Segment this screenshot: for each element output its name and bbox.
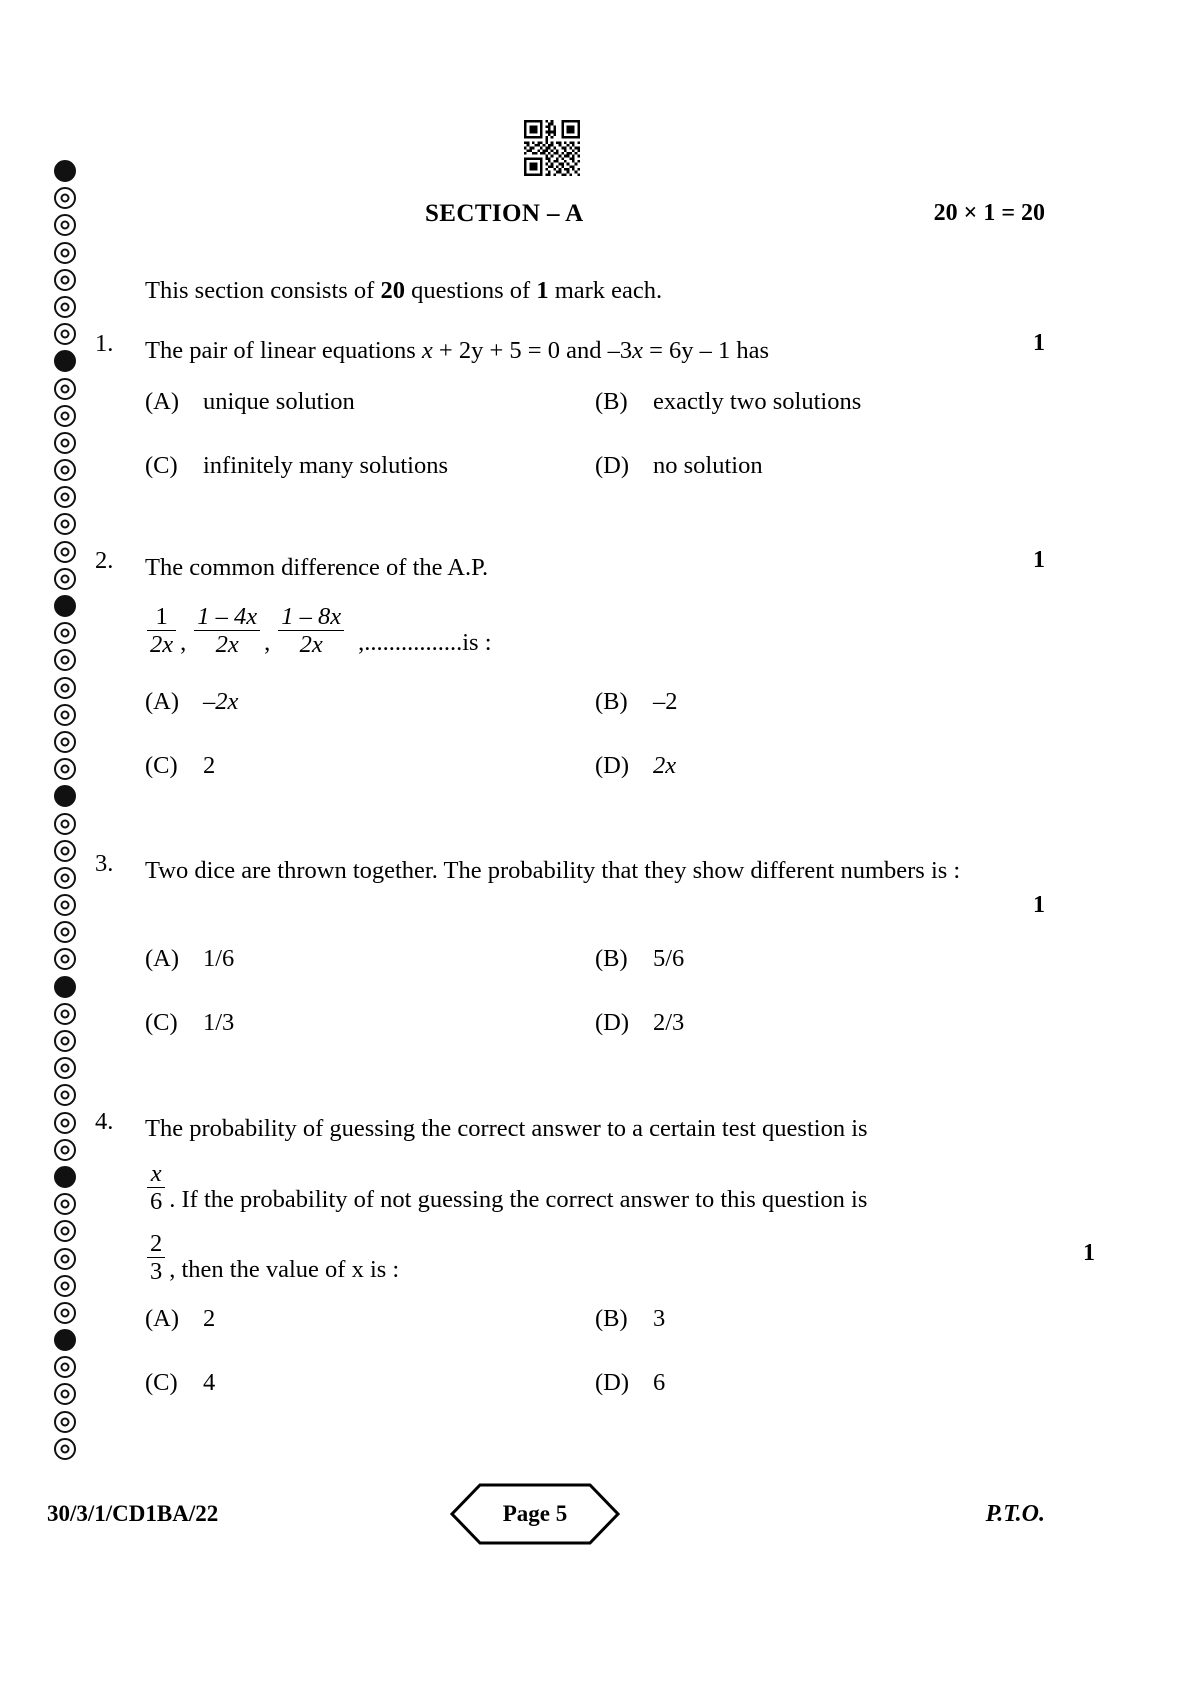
option-d[interactable]: [595, 1009, 684, 1037]
binding-ring: [54, 405, 76, 427]
binding-ring: [54, 867, 76, 889]
binding-ring: [54, 486, 76, 508]
binding-ring: [54, 1275, 76, 1297]
instruction-suffix: mark each.: [548, 277, 663, 304]
binding-ring: [54, 1438, 76, 1460]
binding-ring: [54, 459, 76, 481]
fraction-3: [278, 603, 344, 659]
option-c-label: (C): [145, 1369, 178, 1396]
binding-ring: [54, 568, 76, 590]
binding-ring: [54, 160, 76, 182]
binding-ring: [54, 378, 76, 400]
binding-ring: [54, 1193, 76, 1215]
question-4-text-part-2: . If the probability of not guessing the correct answer to this question is: [169, 1185, 868, 1213]
exam-page: [47, 0, 1095, 1683]
binding-ring: [54, 1383, 76, 1405]
q1-var-x2: x: [632, 337, 643, 364]
option-c-text: 2: [203, 752, 216, 779]
binding-ring: [54, 921, 76, 943]
option-a[interactable]: [145, 945, 595, 973]
option-a-text: unique solution: [203, 388, 355, 415]
binding-ring: [54, 948, 76, 970]
binding-ring: [54, 187, 76, 209]
fraction-x-over-6: [147, 1160, 165, 1216]
option-c-label: (C): [145, 752, 178, 779]
binding-ring: [54, 840, 76, 862]
section-instruction: [145, 277, 662, 305]
option-a-label: (A): [145, 1305, 180, 1332]
option-b-label: (B): [595, 1305, 628, 1332]
option-d-label: (D): [595, 452, 630, 479]
binding-ring: [54, 649, 76, 671]
option-row: [145, 1305, 1025, 1333]
binding-ring: [54, 269, 76, 291]
option-b-text: –2: [653, 688, 678, 715]
section-marks: 20 × 1 = 20: [933, 200, 1045, 226]
page-number-label: Page 5: [502, 1501, 568, 1526]
option-a-label: (A): [145, 688, 180, 715]
question-3-options: [145, 945, 1025, 1055]
option-a-text: –2x: [203, 688, 239, 715]
question-text: [145, 330, 975, 372]
section-header: [95, 200, 1045, 236]
question-4-text-part-3: , then the value of x is :: [169, 1255, 400, 1283]
sequence-tail: ,................is :: [358, 628, 492, 656]
option-a-label: (A): [145, 388, 180, 415]
question-mark: 1: [1033, 547, 1045, 573]
question-text: The common difference of the A.P.: [145, 554, 489, 581]
option-b-text: 3: [653, 1305, 666, 1332]
question-2-sequence: [145, 605, 498, 661]
fraction-1-denominator: 2x: [150, 631, 174, 659]
question-text-line-1: The probability of guessing the correct answer to a certain test question is: [145, 1115, 868, 1142]
option-b-label: (B): [595, 388, 628, 415]
fraction-numerator: x: [147, 1160, 165, 1188]
binding-ring: [54, 1220, 76, 1242]
option-c-text: infinitely many solutions: [203, 452, 448, 479]
binding-ring: [54, 813, 76, 835]
fraction-1: [147, 603, 176, 659]
question-number: 1.: [95, 330, 114, 357]
question-number: 2.: [95, 547, 114, 574]
spiral-binding: [48, 160, 82, 1460]
option-b[interactable]: [595, 388, 861, 416]
question-4-mark: 1: [1083, 1240, 1095, 1266]
fraction-1-numerator: 1: [147, 603, 176, 631]
binding-ring: [54, 1112, 76, 1134]
question-number: 4.: [95, 1108, 114, 1135]
option-a[interactable]: [145, 1305, 595, 1333]
option-row: [145, 1369, 1025, 1397]
binding-ring: [54, 1003, 76, 1025]
option-d-text: no solution: [653, 452, 763, 479]
option-a[interactable]: [145, 688, 595, 716]
question-mark: 1: [1033, 330, 1045, 356]
binding-ring: [54, 731, 76, 753]
fraction-denominator: 6: [150, 1188, 163, 1216]
option-row: [145, 752, 1025, 780]
option-row: [145, 1009, 1025, 1037]
binding-ring: [54, 976, 76, 998]
fraction-2-over-3: [147, 1230, 165, 1286]
question-4-line-2: [145, 1162, 985, 1218]
binding-ring: [54, 1166, 76, 1188]
option-c-text: 1/3: [203, 1009, 235, 1036]
fraction-numerator: 2: [147, 1230, 165, 1258]
question-mark: 1: [1033, 892, 1045, 918]
fraction-denominator: 3: [150, 1258, 163, 1286]
binding-ring: [54, 1329, 76, 1351]
option-a-text: 1/6: [203, 945, 235, 972]
q1-part3: = 6y – 1 has: [642, 337, 770, 364]
option-row: [145, 688, 1025, 716]
binding-ring: [54, 1084, 76, 1106]
option-d-label: (D): [595, 752, 630, 779]
option-row: [145, 452, 1025, 480]
pto-label: P.T.O.: [985, 1501, 1045, 1527]
option-d-text: 6: [653, 1369, 666, 1396]
binding-ring: [54, 350, 76, 372]
question-2-options: [145, 688, 1025, 798]
binding-ring: [54, 622, 76, 644]
instruction-middle: questions of: [404, 277, 537, 304]
option-d[interactable]: [595, 452, 763, 480]
question-4-options: [145, 1305, 1025, 1415]
binding-ring: [54, 1356, 76, 1378]
option-d-label: (D): [595, 1369, 630, 1396]
q1-part1: The pair of linear equations: [145, 337, 422, 364]
option-c[interactable]: [145, 1009, 595, 1037]
fraction-2-numerator: 1 – 4x: [194, 603, 260, 631]
option-c-text: 4: [203, 1369, 216, 1396]
section-title: SECTION – A: [425, 200, 584, 227]
sequence-separator-1: ,: [180, 628, 187, 656]
option-a-label: (A): [145, 945, 180, 972]
binding-ring: [54, 704, 76, 726]
qr-code-icon: [524, 120, 580, 176]
option-c[interactable]: [145, 1369, 595, 1397]
question-1-options: [145, 388, 1025, 498]
fraction-2-denominator: 2x: [215, 631, 239, 659]
option-b[interactable]: [595, 1305, 665, 1333]
instruction-prefix: This section consists of: [145, 277, 381, 304]
binding-ring: [54, 541, 76, 563]
binding-ring: [54, 214, 76, 236]
instruction-mark-value: 1: [536, 277, 549, 304]
sequence-separator-2: ,: [264, 628, 271, 656]
option-c-label: (C): [145, 1009, 178, 1036]
binding-ring: [54, 1139, 76, 1161]
binding-ring: [54, 677, 76, 699]
option-b[interactable]: [595, 945, 684, 973]
question-number: 3.: [95, 850, 114, 877]
option-a[interactable]: [145, 388, 595, 416]
binding-ring: [54, 1411, 76, 1433]
option-b-label: (B): [595, 688, 628, 715]
binding-ring: [54, 296, 76, 318]
option-c[interactable]: [145, 752, 595, 780]
fraction-3-denominator: 2x: [299, 631, 323, 659]
q1-part2: + 2y + 5 = 0 and –3: [432, 337, 633, 364]
q1-var-x1: x: [421, 337, 433, 364]
binding-ring: [54, 1248, 76, 1270]
paper-code: 30/3/1/CD1BA/22: [47, 1501, 219, 1526]
binding-ring: [54, 513, 76, 535]
binding-ring: [54, 1057, 76, 1079]
option-c-label: (C): [145, 452, 178, 479]
binding-ring: [54, 242, 76, 264]
page-footer: [47, 1495, 1045, 1545]
binding-ring: [54, 323, 76, 345]
option-d[interactable]: [595, 1369, 665, 1397]
binding-ring: [54, 595, 76, 617]
fraction-2: [194, 603, 260, 659]
page-number-badge: [450, 1483, 620, 1545]
binding-ring: [54, 1030, 76, 1052]
option-b-text: exactly two solutions: [653, 388, 862, 415]
binding-ring: [54, 785, 76, 807]
instruction-question-count: 20: [380, 277, 405, 304]
question-text: Two dice are thrown together. The probability that they show different numbers is :: [145, 857, 961, 884]
question-4-line-3: [145, 1232, 985, 1288]
option-b-label: (B): [595, 945, 628, 972]
option-d-label: (D): [595, 1009, 630, 1036]
binding-ring: [54, 758, 76, 780]
fraction-3-numerator: 1 – 8x: [278, 603, 344, 631]
binding-ring: [54, 894, 76, 916]
option-b[interactable]: [595, 688, 678, 716]
option-c[interactable]: [145, 452, 595, 480]
binding-ring: [54, 1302, 76, 1324]
option-row: [145, 388, 1025, 416]
binding-ring: [54, 432, 76, 454]
option-d[interactable]: [595, 752, 676, 780]
option-d-text: 2/3: [653, 1009, 685, 1036]
option-a-text: 2: [203, 1305, 216, 1332]
option-b-text: 5/6: [653, 945, 685, 972]
option-d-text: 2x: [653, 752, 677, 779]
option-row: [145, 945, 1025, 973]
